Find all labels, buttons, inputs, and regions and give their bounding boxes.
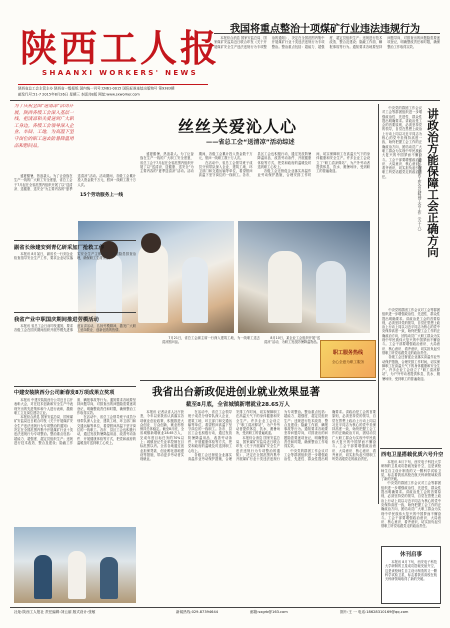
right-column-body-2: 中央党的群团工作会议对工会等群团组织进一步增强政治性、先进性、群众性提出明确要求。讲政治是工会的首要原则，必须坚持党的领导，自觉在思想上政治上行动上同以习近平同志为核心的党中央保持高度一致，始终把握工会工作的正确政治方向，团结动员广大职工群众为实现中华民族伟大复兴的中国梦而不懈奋斗。工会干部要增强政治意识、大局意识、核心意识、看齐意识，切实担负起引领职工听党话跟党走的政治责任。 各级工会还督促企业落实高温作业劳动保护措施，合理安排工作时间，切实保障职工在高温天气下的身体健康和安全生产。许多企业工会设立了“职工清凉驿站”，为户外劳动者提供休息、饮水、避暑场所，受到职工的普遍欢迎。 [382, 308, 440, 381]
right-column-body: 中央党的群团工作会议对工会等群团组织进一步增强政治性、先进性、群众性提出明确要求。讲政治是工会的首要原则，必须坚持党的领导，自觉在思想上政治上行动上同以习近平同志为核心的党中央保持高度一致，始终把握工会工作的正确政治方向，团结动员广大职工群众为实现中华民族伟大复兴的中国梦而不懈奋斗。工会干部要增强政治意识、大局意识、核心意识、看齐意识，切实担负起引领职工听党话跟党走的政治责任。 [382, 106, 422, 179]
top-story-body [214, 36, 440, 98]
main-feature-headline: 丝丝关爱沁人心 [178, 117, 298, 136]
masthead-title: 陕西工人报 [20, 26, 220, 70]
footer-email: 邮箱:sxgrb@163.com [250, 610, 288, 614]
left-story-2-headline: 我省产业中职国庆期间推进劳模活动 [14, 317, 99, 323]
bottom-story-headline: 我省出台新政促进创业就业效果显著 [152, 386, 320, 398]
notice-title: 休刊启事 [399, 552, 422, 558]
top-story-headline: 我国将重点整治十项煤矿行业违法违规行为 [230, 24, 420, 35]
ad-banner [320, 340, 376, 378]
masthead-info-2: 邮发代号:51-7 2015年8月26日 星期三 本版共8版 网址:www.sxworker.com [18, 92, 140, 97]
left-story-1-body: 本报讯 8月某日，副省长一行到企业检查指导安全生产工作，要求企业切实落实安全生产主体责任，加强隐患排查治理，确保职工生命安全。 [14, 252, 136, 261]
left-body-top: 盛夏酷暑，热浪袭人。为了让奋战在生产一线的广大职工安全度夏，省总工会于7月起在全省范围内组织开展了以“送清凉、送健康、送安全”为主要内容的“夏季送清凉”活动。活动期间，各级工会累计投入资金数千万元，慰问一线职工数十万人次。 [14, 174, 136, 191]
feature-side-label: 15个劳动服务上一线 [80, 193, 124, 198]
right-vertical-subline: ——谈党的群团工作会议精神工会工作（五十六） [418, 150, 423, 234]
left-bottom-photo [14, 527, 136, 603]
main-feature-subhead: ——省总工会“送清凉”活动综述 [206, 139, 295, 146]
bottom-story-subhead: 截至8月底，全省城镇新增就业28.65万人 [186, 402, 290, 408]
notice-body: 本报讯 8月下旬，西安电子科技大学研制的卫星成功搭载发射升空，这是该校师生自主设计制造的又一颗科学试验卫星，标志着我省高校在航天科研领域取得了新的突破。 [385, 560, 437, 582]
feature-photo-side [238, 221, 370, 333]
left-story-3-body: 本报讯 中建安装陕西分公司近日召开表彰大会，对在技术创新和安全生产中表现突出的先进集体和个人进行表彰，激励职工立足岗位建功立业。 本报综合消息 国家安监总局、国家煤矿安监局近日联合印发《关于开展煤矿安全生产违法违规行为专项整治的通知》，决定在全国范围内集中开展煤矿行业十类违法违规行为专项整治。整治重点包括：超能力、超强度、超定员组织生产；违规进行技术改造、整合及建设；隐蔽工作面、瞒报事故等行为。通知要求各地要坚持问题导向，对排查出的问题隐患要逐项登记，明确整改责任和时限，确保整治工作取得实效。 在活动中，省总工会领导班子成员分别带队深入企业、建筑工地、环卫部门和交通运输等单位，看望慰问高温下坚守岗位的一线职工。各市、县区工会也积极行动，通过发放防暑降温用品、改善劳动条件、开展健康体检等方式，把党和政府的温暖及时送到职工心坎上。 [14, 398, 136, 445]
footer-right: 图片:王 一 电话:18628310169@qq.com [340, 610, 409, 614]
left-story-2-body: 本报讯 省总工会日前印发通知，要求各级工会在国庆期间组织开展劳模先进事迹宣讲活动，弘扬劳模精神，激发广大职工爱岗敬业、创新创造的热情。 [14, 324, 136, 333]
footer-left: 社址:陕西工人报社 责任编辑:刘云丽 版式设计:张敏 [14, 610, 96, 614]
feature-caption-1: 7月21日，省总工会副主席一行深入建筑工地，为一线职工送去清凉慰问品。 [162, 336, 260, 345]
top-story-text: 本报综合消息 国家安监总局、国家煤矿安监局近日联合印发《关于开展煤矿安全生产违法违规行为专项整治的通知》，决定在全国范围内集中开展煤矿行业十类违法违规行为专项整治。整治重点包括：超能力、超强度、超定员组织生产；违规进行技术改造、整合及建设；隐蔽工作面、瞒报事故等行为。通知要求各地要坚持问题导向，对排查出的问题隐患要逐项登记，明确整改责任和时限，确保整治工作取得实效。 [214, 36, 440, 49]
right-bottom-body: 本报讯 8月下旬，西安电子科技大学研制的卫星成功搭载发射升空，这是该校师生自主设计制造的又一颗科学试验卫星，标志着我省高校在航天科研领域取得了新的突破。 中央党的群团工作会议对工会等群团组织进一步增强政治性、先进性、群众性提出明确要求。讲政治是工会的首要原则，必须坚持党的领导，自觉在思想上政治上行动上同以习近平同志为核心的党中央保持高度一致，始终把握工会工作的正确政治方向，团结动员广大职工群众为实现中华民族伟大复兴的中国梦而不懈奋斗。工会干部要增强政治意识、大局意识、核心意识、看齐意识，切实担负起引领职工听党话跟党走的政治责任。 [381, 460, 441, 529]
notice-box [381, 546, 441, 604]
sidebar-intro-text: 为了庆祝全国"送清凉"活动开展，陕西各级工会深入基层一线，把清凉和关爱送到广大职工身边。各级工会领导深入企业、车间、工地，为高温下坚守岗位的职工送去防暑降温用品和慰问品。 [14, 104, 74, 149]
main-feature-body: 盛夏酷暑，热浪袭人。为了让奋战在生产一线的广大职工安全度夏，省总工会于7月起在全省范围内组织开展了以“送清凉、送健康、送安全”为主要内容的“夏季送清凉”活动。活动期间，各级工会累计投入资金数千万元，慰问一线职工数十万人次。 在活动中，省总工会领导班子成员分别带队深入企业、建筑工地、环卫部门和交通运输等单位，看望慰问高温下坚守岗位的一线职工。各市、县区工会也积极行动，通过发放防暑降温用品、改善劳动条件、开展健康体检等方式，把党和政府的温暖及时送到职工心坎上。 各级工会还督促企业落实高温作业劳动保护措施，合理安排工作时间，切实保障职工在高温天气下的身体健康和安全生产。许多企业工会设立了“职工清凉驿站”，为户外劳动者提供休息、饮水、避暑场所，受到职工的普遍欢迎。 [140, 152, 370, 178]
masthead-info-1: 陕西省总工会主管主办 陕西省一级报纸 国内统一刊号:CN61-0015 国际标准连续出版物号 第9383期 [18, 86, 175, 91]
sidebar-intro [14, 104, 74, 172]
ad-title: 职工服务热线 [332, 350, 363, 356]
left-story-1-headline: 副省长徐建安到青亿研采加厂抢救工作 [14, 245, 105, 251]
ad-line: 全心全意为职工服务 [331, 360, 365, 364]
feature-caption-2: 8月10日，某企业工会组织开展“送清凉”活动，为职工发放防暑降温物品。 [264, 336, 320, 345]
right-vertical-headline: 讲政治方能保障工会正确方向 [426, 108, 440, 258]
footer-mid: 新闻热线:029-87394644 [176, 610, 219, 614]
right-bottom-headline: 西电卫星搭载优质六号升空 [381, 452, 443, 458]
bottom-story-body: 本报讯 记者从省人社厅获悉，今年以来我省认真落实各项就业创业政策，积极推进大众创业、万众创新，就业形势保持总体稳定。截至8月底，全省城镇新增就业28.65万人，完成年度目标任务的70%以上；城镇登记失业率控制在目标范围以内。全省各地通过创业担保贷款、创业孵化基地建设等措施，带动更多劳动者实现就业。 在活动中，省总工会领导班子成员分别带队深入企业、建筑工地、环卫部门和交通运输等单位，看望慰问高温下坚守岗位的一线职工。各市、县区工会也积极行动，通过发放防暑降温用品、改善劳动条件、开展健康体检等方式，把党和政府的温暖及时送到职工心坎上。 各级工会还督促企业落实高温作业劳动保护措施，合理安排工作时间，切实保障职工在高温天气下的身体健康和安全生产。许多企业工会设立了“职工清凉驿站”，为户外劳动者提供休息、饮水、避暑场所，受到职工的普遍欢迎。 本报综合消息 国家安监总局、国家煤矿安监局近日联合印发《关于开展煤矿安全生产违法违规行为专项整治的通知》，决定在全国范围内集中开展煤矿行业十类违法违规行为专项整治。整治重点包括：超能力、超强度、超定员组织生产；违规进行技术改造、整合及建设；隐蔽工作面、瞒报事故等行为。通知要求各地要坚持问题导向，对排查出的问题隐患要逐项登记，明确整改责任和时限，确保整治工作取得实效。 中央党的群团工作会议对工会等群团组织进一步增强政治性、先进性、群众性提出明确要求。讲政治是工会的首要原则，必须坚持党的领导，自觉在思想上政治上行动上同以习近平同志为核心的党中央保持高度一致，始终把握工会工作的正确政治方向，团结动员广大职工群众为实现中华民族伟大复兴的中国梦而不懈奋斗。工会干部要增强政治意识、大局意识、核心意识、看齐意识，切实担负起引领职工听党话跟党走的政治责任。 [140, 410, 376, 462]
left-story-3-headline: 中建安装陕西分公司新春发8万项成果立奖项 [14, 390, 115, 396]
masthead [20, 22, 220, 88]
masthead-english: SHAANXI WORKERS' NEWS [42, 69, 199, 77]
